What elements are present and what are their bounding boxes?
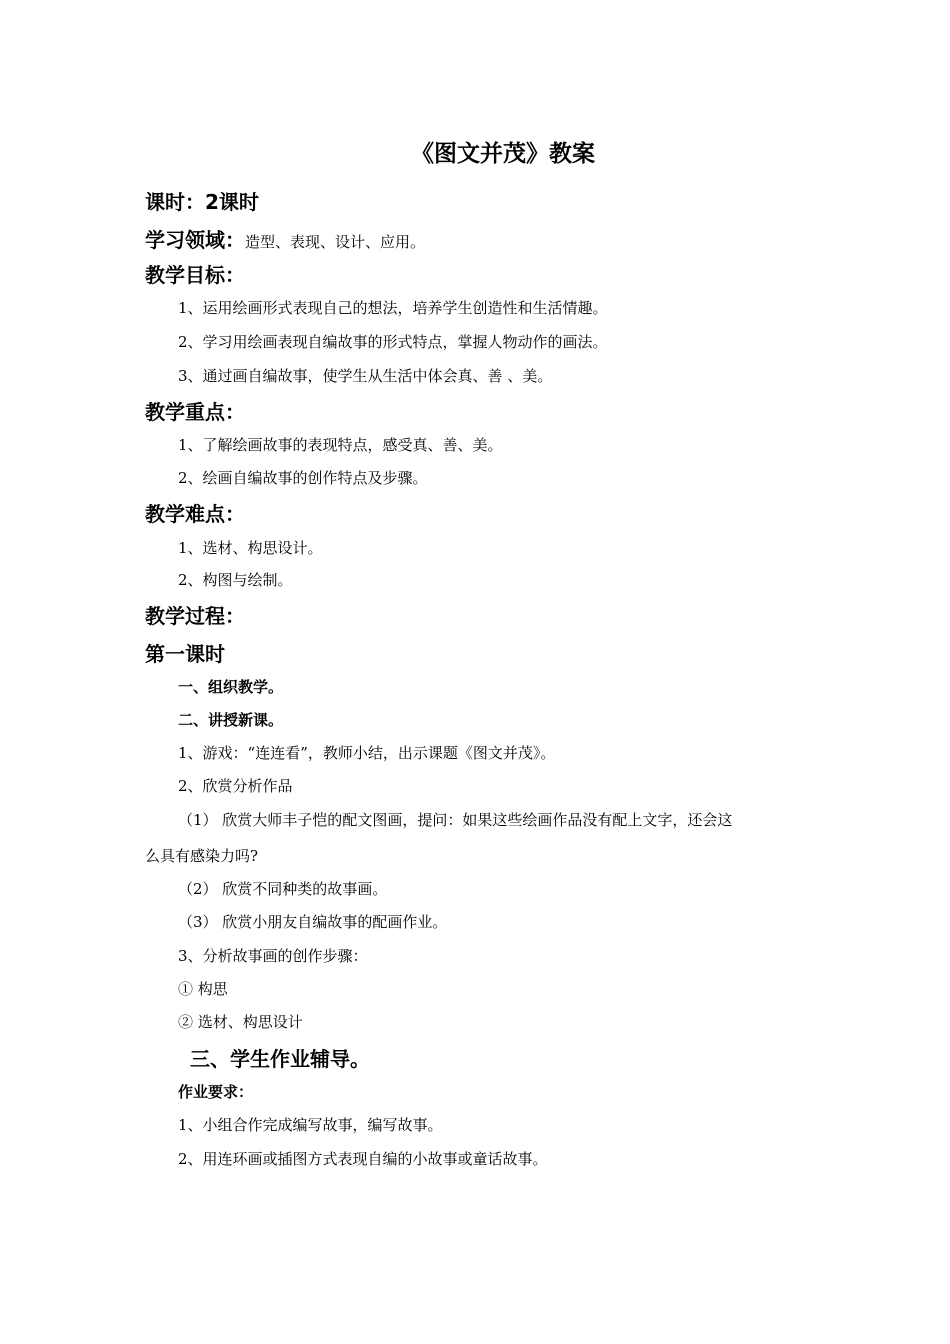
step-homework-guidance: 三、学生作业辅导。 (190, 1047, 370, 1071)
process-heading: 教学过程： (145, 604, 245, 628)
lesson-title: 第一课时 (145, 642, 225, 666)
sub-item-1-line2: 么具有感染力吗? (145, 847, 259, 865)
step-item-game: 1、游戏：“连连看”，教师小结，出示课题《图文并茂》。 (178, 744, 556, 762)
learning-domain-label: 学习领域： (145, 228, 245, 252)
objective-item: 3、通过画自编故事，使学生从生活中体会真、善 、美。 (178, 367, 553, 385)
step-teach: 二、讲授新课。 (178, 711, 284, 729)
key-point-item: 2、绘画自编故事的创作特点及步骤。 (178, 469, 428, 487)
sub-item-2: （2） 欣赏不同种类的故事画。 (178, 880, 388, 898)
objective-item: 2、学习用绘画表现自编故事的形式特点，掌握人物动作的画法。 (178, 333, 608, 351)
difficulty-item: 2、构图与绘制。 (178, 571, 293, 589)
step-item-appreciate: 2、欣赏分析作品 (178, 777, 293, 795)
circle-item-1: ① 构思 (178, 980, 228, 998)
homework-item: 2、用连环画或插图方式表现自编的小故事或童话故事。 (178, 1150, 548, 1168)
difficulty-item: 1、选材、构思设计。 (178, 539, 323, 557)
sub-item-1-line1: （1） 欣赏大师丰子恺的配文图画，提问：如果这些绘画作品没有配上文字，还会这 (178, 811, 733, 829)
homework-item: 1、小组合作完成编写故事，编写故事。 (178, 1116, 443, 1134)
step-organize: 一、组织教学。 (178, 678, 284, 696)
learning-domain-value: 造型、表现、设计、应用。 (245, 233, 426, 251)
key-points-heading: 教学重点： (145, 400, 245, 424)
objective-item: 1、运用绘画形式表现自己的想法，培养学生创造性和生活情趣。 (178, 299, 608, 317)
class-hours: 课时：2课时 (145, 190, 259, 214)
sub-item-3: （3） 欣赏小朋友自编故事的配画作业。 (178, 913, 448, 931)
homework-heading: 作业要求： (178, 1083, 254, 1101)
page-title: 《图文并茂》教案 (411, 140, 595, 167)
objectives-heading: 教学目标： (145, 263, 245, 287)
learning-domain (145, 224, 425, 253)
difficulties-heading: 教学难点： (145, 502, 245, 526)
circle-item-2: ② 选材、构思设计 (178, 1013, 303, 1031)
step-item-analyze: 3、分析故事画的创作步骤： (178, 947, 368, 965)
key-point-item: 1、了解绘画故事的表现特点，感受真、善、美。 (178, 436, 503, 454)
